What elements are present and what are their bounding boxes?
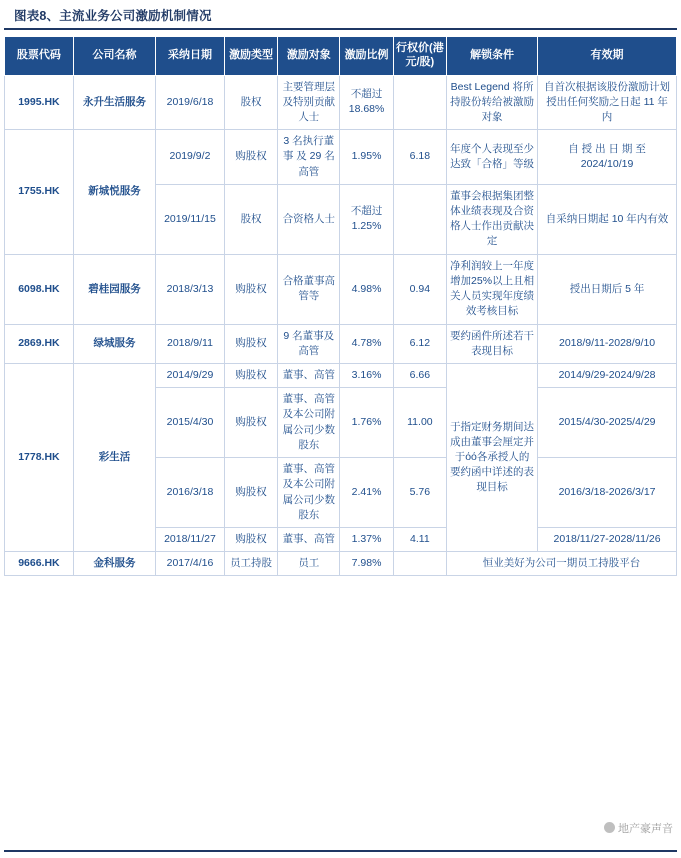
cell-incentive-type: 购股权 (224, 130, 277, 185)
cell-incentive-ratio: 不超过1.25% (340, 184, 393, 254)
cell-exercise-price: 5.76 (393, 458, 446, 528)
cell-stock-code: 1778.HK (5, 364, 74, 552)
table-row (5, 254, 677, 324)
cell-validity-period: 2014/9/29-2024/9/28 (538, 364, 677, 388)
cell-incentive-type: 购股权 (224, 527, 277, 551)
cell-incentive-type: 员工持股 (224, 552, 277, 576)
column-header-ratio: 激励比例 (340, 37, 393, 76)
cell-incentive-ratio: 2.41% (340, 458, 393, 528)
cell-incentive-type: 购股权 (224, 364, 277, 388)
cell-validity-period: 2016/3/18-2026/3/17 (538, 458, 677, 528)
watermark-text: 地产豪声音 (618, 823, 673, 835)
cell-incentive-target: 合格董事高管等 (278, 254, 340, 324)
cell-incentive-ratio: 4.98% (340, 254, 393, 324)
cell-company-name: 新城悦服务 (73, 130, 155, 255)
cell-adoption-date: 2018/9/11 (156, 324, 225, 363)
cell-unlock-condition: 恒业美好为公司一期员工持股平台 (447, 552, 677, 576)
cell-incentive-type: 购股权 (224, 388, 277, 458)
watermark-logo-icon (604, 822, 615, 833)
column-header-target: 激励对象 (278, 37, 340, 76)
cell-exercise-price: 11.00 (393, 388, 446, 458)
cell-incentive-type: 购股权 (224, 458, 277, 528)
cell-adoption-date: 2019/11/15 (156, 184, 225, 254)
cell-incentive-ratio: 4.78% (340, 324, 393, 363)
cell-incentive-ratio: 1.37% (340, 527, 393, 551)
column-header-price: 行权价(港元/股) (393, 37, 446, 76)
cell-exercise-price: 6.18 (393, 130, 446, 185)
cell-unlock-condition: 要约函件所述若干表现目标 (447, 324, 538, 363)
cell-adoption-date: 2014/9/29 (156, 364, 225, 388)
cell-exercise-price: 4.11 (393, 527, 446, 551)
cell-incentive-type: 股权 (224, 75, 277, 130)
cell-stock-code: 6098.HK (5, 254, 74, 324)
cell-exercise-price: 0.94 (393, 254, 446, 324)
cell-adoption-date: 2016/3/18 (156, 458, 225, 528)
cell-incentive-target: 主要管理层及特别贡献人士 (278, 75, 340, 130)
column-header-validity: 有效期 (538, 37, 677, 76)
cell-stock-code: 2869.HK (5, 324, 74, 363)
cell-incentive-ratio: 3.16% (340, 364, 393, 388)
cell-stock-code: 9666.HK (5, 552, 74, 576)
cell-unlock-condition: 于指定财务期间达成由董事会厘定并于όό各承授人的要约函中详述的表现目标 (447, 364, 538, 552)
cell-validity-period: 自 授 出 日 期 至 2024/10/19 (538, 130, 677, 185)
cell-incentive-type: 购股权 (224, 254, 277, 324)
cell-unlock-condition: 年度个人表现至少达致「合格」等级 (447, 130, 538, 185)
cell-exercise-price (393, 552, 446, 576)
column-header-type: 激励类型 (224, 37, 277, 76)
cell-company-name: 金科服务 (73, 552, 155, 576)
cell-unlock-condition: Best Legend 将所持股份转给被激励对象 (447, 75, 538, 130)
cell-adoption-date: 2018/11/27 (156, 527, 225, 551)
cell-stock-code: 1755.HK (5, 130, 74, 255)
cell-validity-period: 2018/9/11-2028/9/10 (538, 324, 677, 363)
cell-validity-period: 2015/4/30-2025/4/29 (538, 388, 677, 458)
table-body (5, 75, 677, 576)
cell-validity-period: 自采纳日期起 10 年内有效 (538, 184, 677, 254)
cell-company-name: 碧桂园服务 (73, 254, 155, 324)
column-header-condition: 解锁条件 (447, 37, 538, 76)
cell-company-name: 绿城服务 (73, 324, 155, 363)
cell-incentive-target: 董事、高管及本公司附属公司少数股东 (278, 388, 340, 458)
cell-incentive-target: 员工 (278, 552, 340, 576)
cell-adoption-date: 2015/4/30 (156, 388, 225, 458)
table-row (5, 552, 677, 576)
table-header-row (5, 37, 677, 76)
cell-stock-code: 1995.HK (5, 75, 74, 130)
cell-adoption-date: 2017/4/16 (156, 552, 225, 576)
cell-incentive-ratio: 1.95% (340, 130, 393, 185)
cell-incentive-target: 董事、高管 (278, 527, 340, 551)
table-row (5, 364, 677, 388)
cell-incentive-ratio: 1.76% (340, 388, 393, 458)
cell-adoption-date: 2018/3/13 (156, 254, 225, 324)
cell-company-name: 彩生活 (73, 364, 155, 552)
table-row (5, 324, 677, 363)
cell-incentive-target: 董事、高管及本公司附属公司少数股东 (278, 458, 340, 528)
cell-validity-period: 自首次根据该股份激励计划授出任何奖励之日起 11 年内 (538, 75, 677, 130)
incentive-mechanism-table (4, 36, 677, 576)
cell-exercise-price (393, 184, 446, 254)
cell-exercise-price: 6.12 (393, 324, 446, 363)
cell-incentive-target: 9 名董事及高管 (278, 324, 340, 363)
cell-validity-period: 2018/11/27-2028/11/26 (538, 527, 677, 551)
cell-incentive-ratio: 7.98% (340, 552, 393, 576)
bottom-divider (4, 850, 677, 852)
cell-validity-period: 授出日期后 5 年 (538, 254, 677, 324)
cell-unlock-condition: 董事会根据集团整体业绩表现及合资格人士作出贡献决定 (447, 184, 538, 254)
cell-exercise-price: 6.66 (393, 364, 446, 388)
cell-incentive-type: 股权 (224, 184, 277, 254)
column-header-company: 公司名称 (73, 37, 155, 76)
cell-company-name: 永升生活服务 (73, 75, 155, 130)
cell-adoption-date: 2019/6/18 (156, 75, 225, 130)
page-title: 图表8、主流业务公司激励机制情况 (4, 0, 677, 30)
cell-incentive-target: 合资格人士 (278, 184, 340, 254)
watermark (604, 820, 673, 836)
cell-exercise-price (393, 75, 446, 130)
column-header-date: 采纳日期 (156, 37, 225, 76)
cell-incentive-ratio: 不超过18.68% (340, 75, 393, 130)
cell-unlock-condition: 净利润较上一年度增加25%以上且相关人员实现年度绩效考核目标 (447, 254, 538, 324)
cell-incentive-type: 购股权 (224, 324, 277, 363)
cell-incentive-target: 3 名执行董事 及 29 名高管 (278, 130, 340, 185)
cell-incentive-target: 董事、高管 (278, 364, 340, 388)
column-header-code: 股票代码 (5, 37, 74, 76)
table-row (5, 130, 677, 185)
cell-adoption-date: 2019/9/2 (156, 130, 225, 185)
table-row (5, 75, 677, 130)
